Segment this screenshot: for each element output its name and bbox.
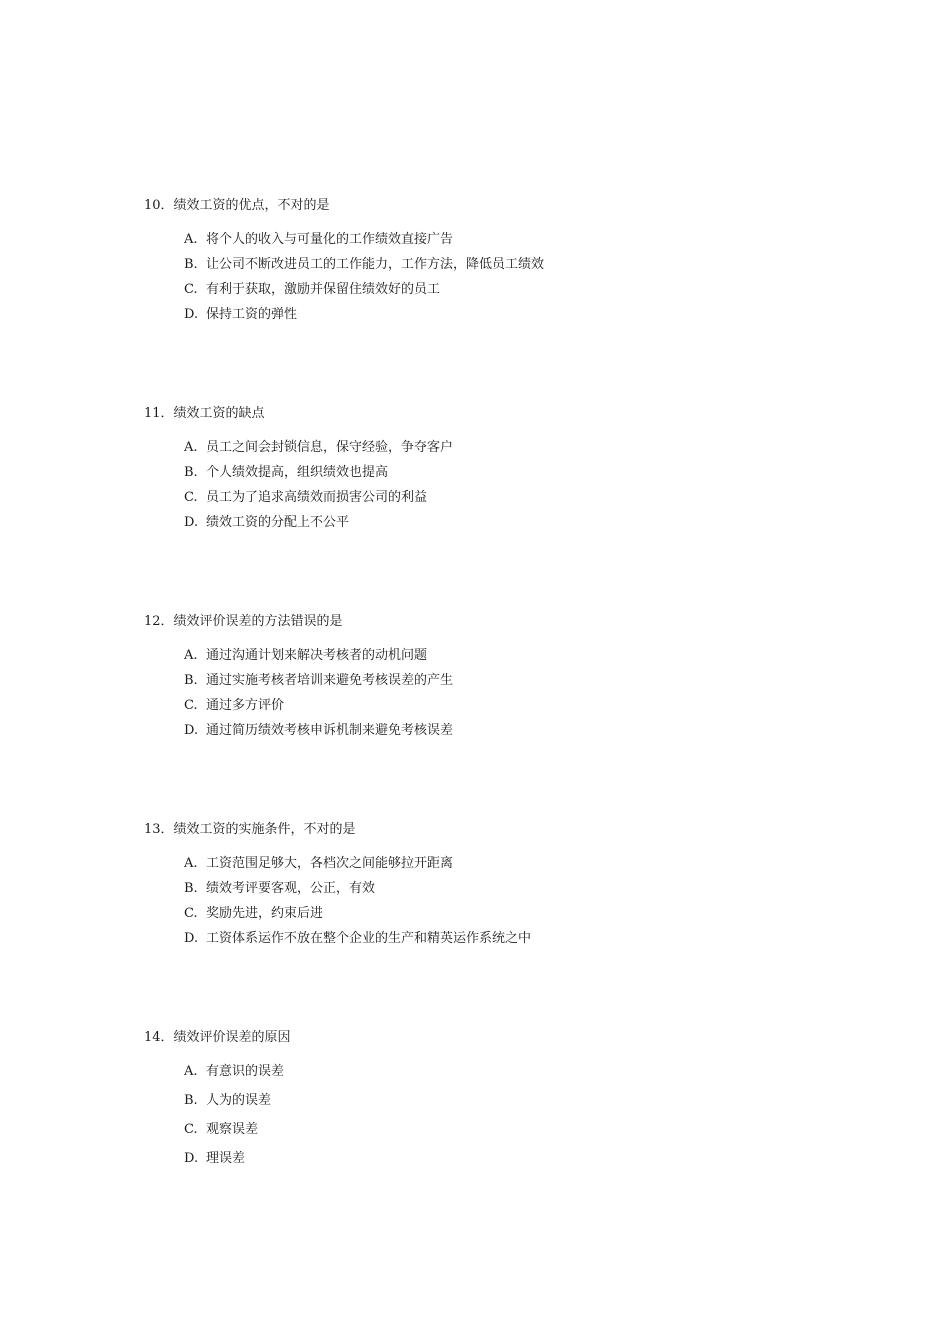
option-letter: A. — [184, 648, 198, 663]
question-stem: 13．绩效工资的实施条件，不对的是 — [144, 822, 356, 837]
option-d — [184, 515, 349, 531]
option-text: 员工为了追求高绩效而损害公司的利益 — [206, 490, 428, 505]
option-letter: C. — [184, 282, 198, 297]
option-c — [184, 906, 323, 922]
option-d — [184, 1151, 245, 1167]
option-letter: B. — [184, 257, 198, 272]
option-letter: A. — [184, 856, 198, 871]
question-stem: 14．绩效评价误差的原因 — [144, 1030, 291, 1045]
option-text: 绩效考评要客观，公正，有效 — [206, 881, 376, 896]
option-letter: C. — [184, 490, 198, 505]
option-b — [184, 465, 388, 481]
option-a — [184, 856, 453, 872]
option-c — [184, 490, 427, 506]
option-text: 员工之间会封锁信息，保守经验，争夺客户 — [206, 440, 454, 455]
question-stem: 12．绩效评价误差的方法错误的是 — [144, 614, 343, 629]
option-d — [184, 307, 297, 323]
option-b — [184, 881, 375, 897]
option-text: 个人绩效提高，组织绩效也提高 — [206, 465, 389, 480]
option-c — [184, 282, 440, 298]
option-text: 通过实施考核者培训来避免考核误差的产生 — [206, 673, 454, 688]
option-letter: B. — [184, 465, 198, 480]
option-text: 人为的误差 — [206, 1093, 272, 1108]
option-text: 保持工资的弹性 — [206, 307, 298, 322]
option-text: 有意识的误差 — [206, 1064, 285, 1079]
option-text: 通过沟通计划来解决考核者的动机问题 — [206, 648, 428, 663]
option-letter: C. — [184, 906, 198, 921]
option-letter: D. — [184, 1151, 199, 1166]
option-a — [184, 440, 453, 456]
option-c — [184, 698, 284, 714]
option-letter: D. — [184, 931, 199, 946]
option-text: 奖励先进，约束后进 — [206, 906, 324, 921]
option-letter: A. — [184, 440, 198, 455]
option-d — [184, 723, 453, 739]
option-letter: B. — [184, 673, 198, 688]
option-text: 观察误差 — [206, 1122, 259, 1137]
option-text: 让公司不断改进员工的工作能力，工作方法，降低员工绩效 — [206, 257, 545, 272]
option-text: 将个人的收入与可量化的工作绩效直接广告 — [206, 232, 454, 247]
option-text: 有利于获取，激励并保留住绩效好的员工 — [206, 282, 441, 297]
option-letter: D. — [184, 515, 199, 530]
option-a — [184, 232, 453, 248]
option-letter: A. — [184, 1064, 198, 1079]
option-letter: B. — [184, 1093, 198, 1108]
option-c — [184, 1122, 258, 1138]
option-a — [184, 648, 427, 664]
option-letter: A. — [184, 232, 198, 247]
option-letter: D. — [184, 723, 199, 738]
question-stem: 11．绩效工资的缺点 — [144, 406, 265, 421]
question-stem: 10．绩效工资的优点，不对的是 — [144, 198, 330, 213]
option-text: 绩效工资的分配上不公平 — [206, 515, 350, 530]
option-d — [184, 931, 531, 947]
option-text: 通过简历绩效考核申诉机制来避免考核误差 — [206, 723, 454, 738]
option-text: 理误差 — [206, 1151, 246, 1166]
option-b — [184, 673, 453, 689]
option-b — [184, 1093, 271, 1109]
option-letter: C. — [184, 1122, 198, 1137]
option-a — [184, 1064, 284, 1080]
option-text: 通过多方评价 — [206, 698, 285, 713]
option-text: 工资范围足够大，各档次之间能够拉开距离 — [206, 856, 454, 871]
option-letter: C. — [184, 698, 198, 713]
option-letter: B. — [184, 881, 198, 896]
option-letter: D. — [184, 307, 199, 322]
option-b — [184, 257, 544, 273]
option-text: 工资体系运作不放在整个企业的生产和精英运作系统之中 — [206, 931, 532, 946]
